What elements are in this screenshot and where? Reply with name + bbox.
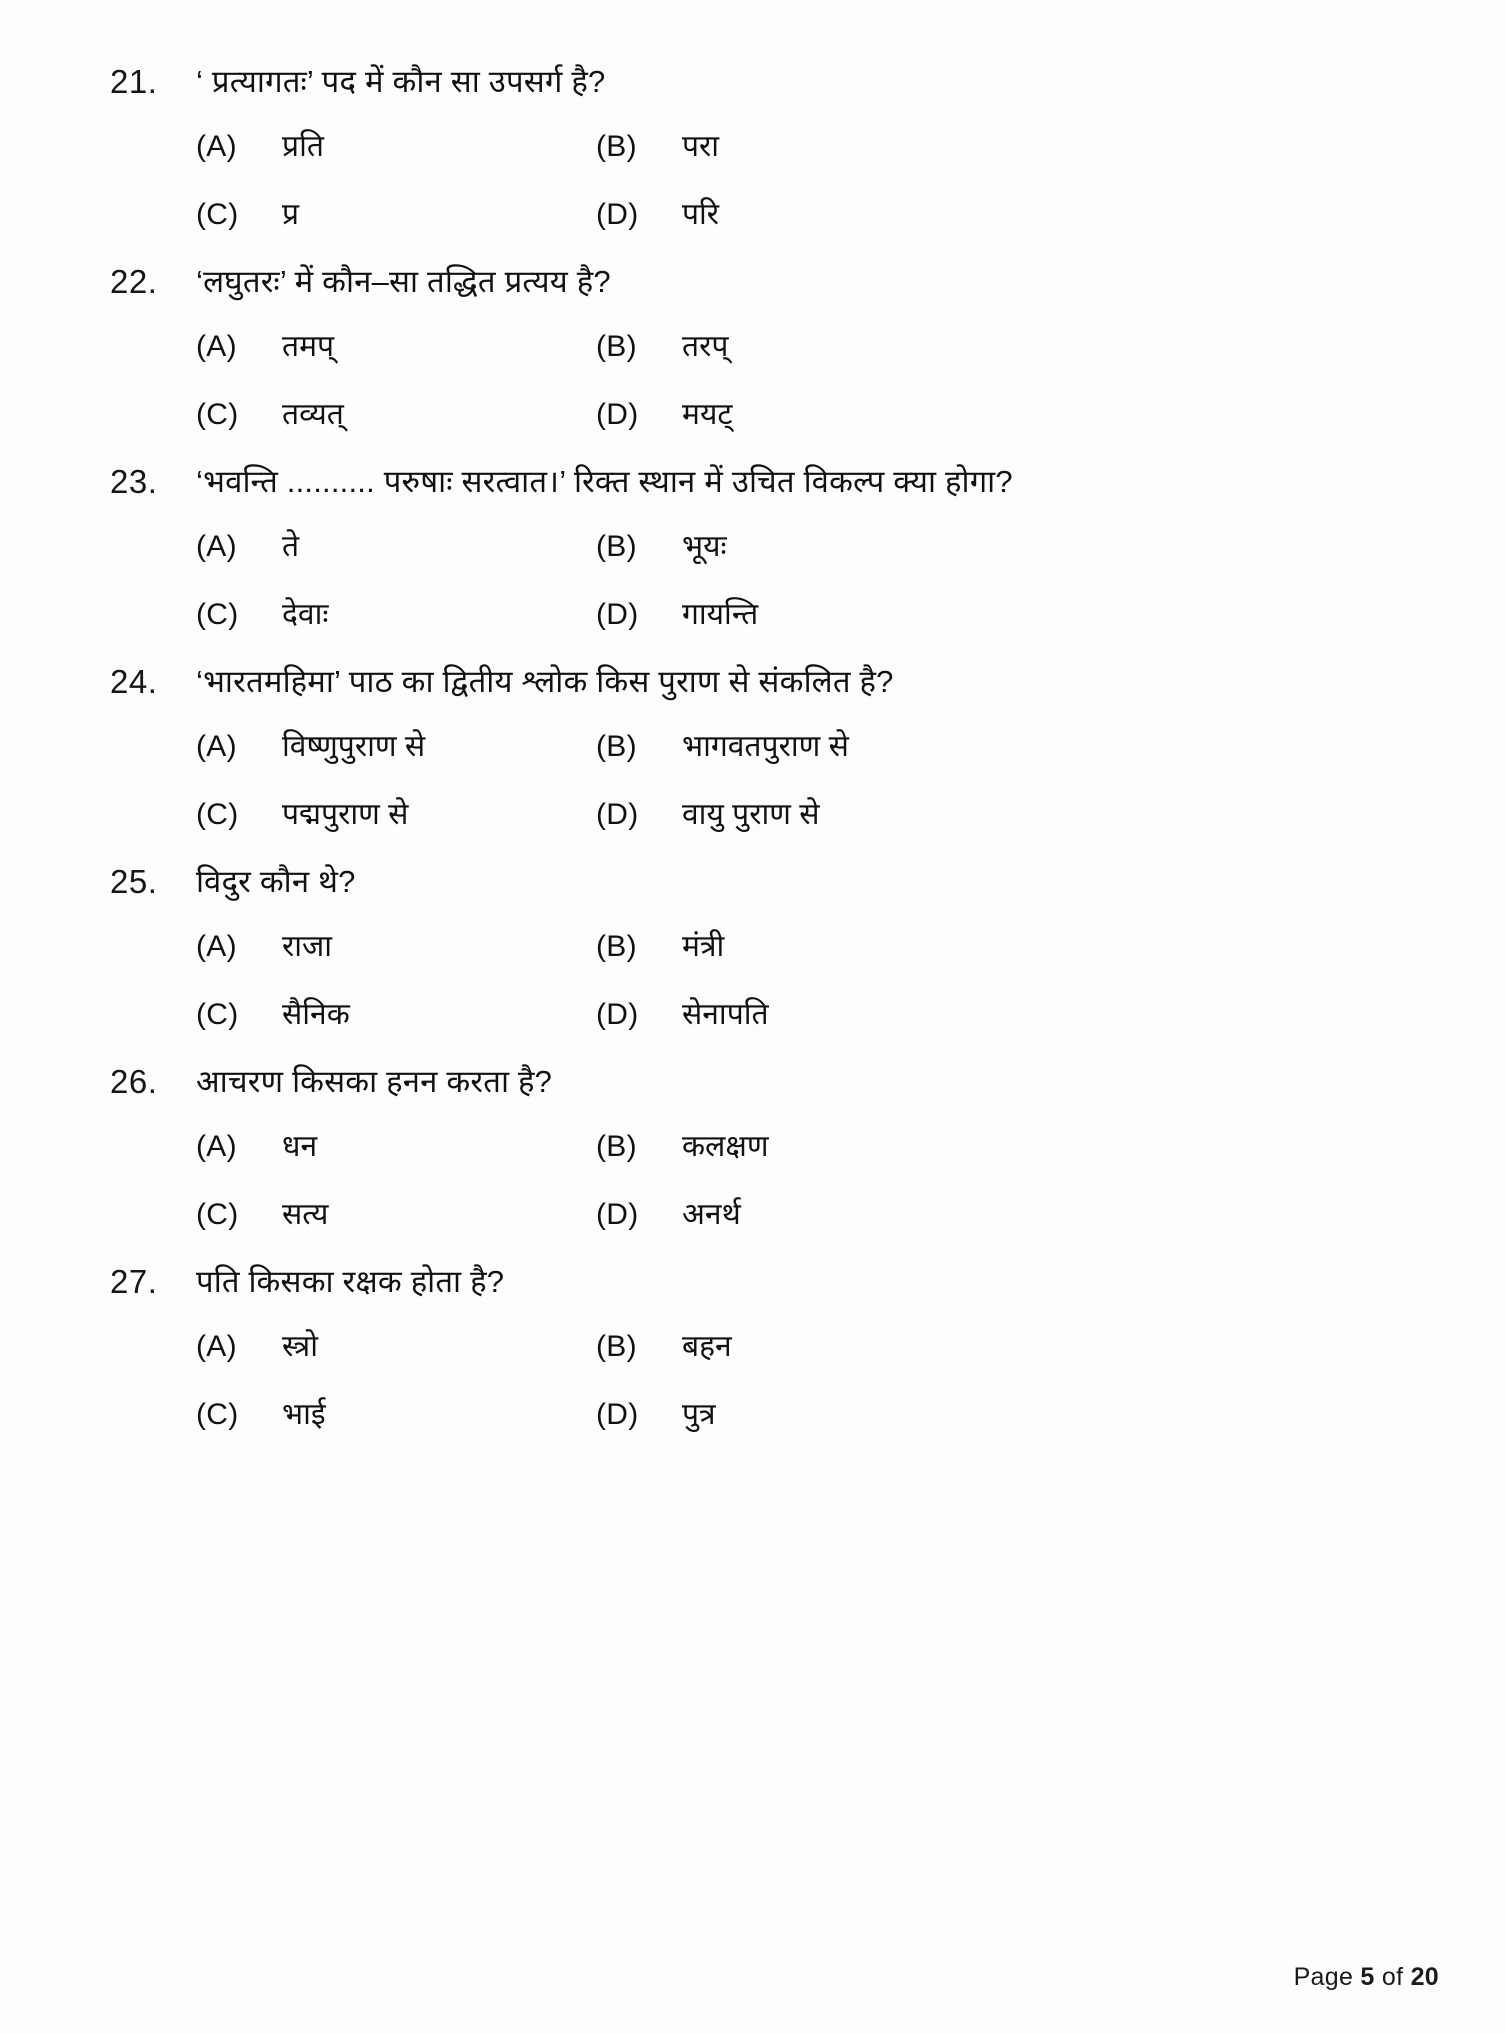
option-b[interactable] xyxy=(596,1314,732,1380)
question-heading xyxy=(110,1254,1445,1310)
option-row xyxy=(196,114,1445,180)
question-text: विदुर कौन थे? xyxy=(196,864,356,899)
option-value: ते xyxy=(282,530,300,563)
option-row xyxy=(196,714,1445,780)
option-value: भूयः xyxy=(682,530,727,563)
question-heading xyxy=(110,254,1445,310)
option-key: (D) xyxy=(596,1198,639,1231)
option-b[interactable] xyxy=(596,514,727,580)
option-value: मंत्री xyxy=(682,930,725,963)
option-c[interactable] xyxy=(196,1382,596,1448)
option-key: (D) xyxy=(596,598,639,631)
option-key: (A) xyxy=(196,330,237,363)
footer-prefix: Page xyxy=(1293,1963,1354,1991)
question-heading xyxy=(110,654,1445,710)
option-b[interactable] xyxy=(596,1114,769,1180)
question-number: 27. xyxy=(110,1263,158,1300)
option-d[interactable] xyxy=(596,382,732,448)
option-value: कलक्षण xyxy=(682,1130,769,1163)
option-a[interactable] xyxy=(196,514,596,580)
questions-container xyxy=(60,40,1445,1448)
page-footer xyxy=(1294,1963,1439,1992)
option-d[interactable] xyxy=(596,1182,741,1248)
option-value: स्त्रो xyxy=(282,1330,318,1363)
question-number: 21. xyxy=(110,63,158,100)
question-heading xyxy=(110,454,1445,510)
option-value: प्रति xyxy=(282,130,324,163)
option-value: पुत्र xyxy=(682,1398,716,1431)
option-key: (C) xyxy=(196,198,239,231)
option-c[interactable] xyxy=(196,182,596,248)
footer-total-pages: 20 xyxy=(1410,1963,1439,1991)
option-row xyxy=(196,982,1445,1048)
option-key: (B) xyxy=(596,730,637,763)
option-c[interactable] xyxy=(196,982,596,1048)
option-value: भागवतपुराण से xyxy=(682,730,849,763)
option-d[interactable] xyxy=(596,182,719,248)
question-text: ‘ प्रत्यागतः’ पद में कौन सा उपसर्ग है? xyxy=(196,64,606,99)
option-b[interactable] xyxy=(596,714,849,780)
question-heading xyxy=(110,1054,1445,1110)
option-a[interactable] xyxy=(196,1314,596,1380)
option-value: गायन्ति xyxy=(682,598,759,631)
option-row xyxy=(196,1114,1445,1180)
option-key: (D) xyxy=(596,998,639,1031)
option-value: प्र xyxy=(282,198,300,231)
option-key: (B) xyxy=(596,530,637,563)
option-b[interactable] xyxy=(596,314,728,380)
question-number: 24. xyxy=(110,663,158,700)
question-item xyxy=(110,254,1445,448)
option-d[interactable] xyxy=(596,982,769,1048)
option-key: (C) xyxy=(196,998,239,1031)
option-row xyxy=(196,314,1445,380)
question-text: आचरण किसका हनन करता है? xyxy=(196,1064,553,1099)
footer-middle: of xyxy=(1381,1963,1404,1991)
question-item xyxy=(110,654,1445,848)
question-text: ‘भवन्ति .......... परुषाः सरत्वात।’ रिक्त स्थान में उचित विकल्प क्या होगा? xyxy=(196,464,1013,499)
option-key: (A) xyxy=(196,930,237,963)
question-item xyxy=(110,454,1445,648)
option-key: (B) xyxy=(596,130,637,163)
option-key: (B) xyxy=(596,1330,637,1363)
option-key: (D) xyxy=(596,398,639,431)
option-value: सत्य xyxy=(282,1198,329,1231)
option-key: (A) xyxy=(196,530,237,563)
option-key: (C) xyxy=(196,1398,239,1431)
option-value: मयट् xyxy=(682,398,733,431)
option-value: सेनापति xyxy=(682,998,769,1031)
option-key: (B) xyxy=(596,330,637,363)
option-d[interactable] xyxy=(596,1382,716,1448)
option-key: (A) xyxy=(196,130,237,163)
option-row xyxy=(196,782,1445,848)
option-row xyxy=(196,582,1445,648)
option-b[interactable] xyxy=(596,114,719,180)
option-key: (A) xyxy=(196,730,237,763)
option-value: भाई xyxy=(282,1398,326,1431)
option-key: (D) xyxy=(596,798,639,831)
option-a[interactable] xyxy=(196,1114,596,1180)
option-c[interactable] xyxy=(196,782,596,848)
question-text: पति किसका रक्षक होता है? xyxy=(196,1264,505,1299)
option-a[interactable] xyxy=(196,914,596,980)
question-item xyxy=(110,1254,1445,1448)
option-row xyxy=(196,182,1445,248)
option-c[interactable] xyxy=(196,582,596,648)
option-value: तमप् xyxy=(282,330,335,363)
question-item xyxy=(110,1054,1445,1248)
option-row xyxy=(196,382,1445,448)
question-number: 22. xyxy=(110,263,158,300)
option-key: (C) xyxy=(196,1198,239,1231)
option-d[interactable] xyxy=(596,782,820,848)
option-key: (C) xyxy=(196,398,239,431)
question-number: 25. xyxy=(110,863,158,900)
option-key: (C) xyxy=(196,598,239,631)
option-row xyxy=(196,914,1445,980)
option-row xyxy=(196,514,1445,580)
option-c[interactable] xyxy=(196,382,596,448)
option-key: (C) xyxy=(196,798,239,831)
option-row xyxy=(196,1182,1445,1248)
option-key: (B) xyxy=(596,930,637,963)
option-a[interactable] xyxy=(196,714,596,780)
option-value: विष्णुपुराण से xyxy=(282,730,426,763)
option-value: बहन xyxy=(682,1330,732,1363)
footer-page-number: 5 xyxy=(1360,1963,1375,1991)
option-value: सैनिक xyxy=(282,998,350,1031)
option-key: (A) xyxy=(196,1330,237,1363)
option-d[interactable] xyxy=(596,582,758,648)
option-key: (A) xyxy=(196,1130,237,1163)
option-value: परि xyxy=(682,198,720,231)
question-number: 23. xyxy=(110,463,158,500)
question-item xyxy=(110,54,1445,248)
option-value: राजा xyxy=(282,930,333,963)
option-value: पद्मपुराण से xyxy=(282,798,409,831)
question-text: ‘लघुतरः’ में कौन–सा तद्धित प्रत्यय है? xyxy=(196,264,611,299)
option-value: तव्यत् xyxy=(282,398,344,431)
question-number: 26. xyxy=(110,1063,158,1100)
option-value: अनर्थ xyxy=(682,1198,741,1231)
option-value: परा xyxy=(682,130,720,163)
option-a[interactable] xyxy=(196,314,596,380)
option-row xyxy=(196,1314,1445,1380)
option-b[interactable] xyxy=(596,914,724,980)
option-key: (B) xyxy=(596,1130,637,1163)
option-key: (D) xyxy=(596,1398,639,1431)
option-key: (D) xyxy=(596,198,639,231)
question-heading xyxy=(110,54,1445,110)
question-item xyxy=(110,854,1445,1048)
option-value: तरप् xyxy=(682,330,729,363)
option-value: धन xyxy=(282,1130,318,1163)
option-c[interactable] xyxy=(196,1182,596,1248)
option-row xyxy=(196,1382,1445,1448)
question-text: ‘भारतमहिमा’ पाठ का द्वितीय श्लोक किस पुराण से संकलित है? xyxy=(196,664,894,699)
option-value: देवाः xyxy=(282,598,329,631)
option-value: वायु पुराण से xyxy=(682,798,820,831)
question-heading xyxy=(110,854,1445,910)
option-a[interactable] xyxy=(196,114,596,180)
